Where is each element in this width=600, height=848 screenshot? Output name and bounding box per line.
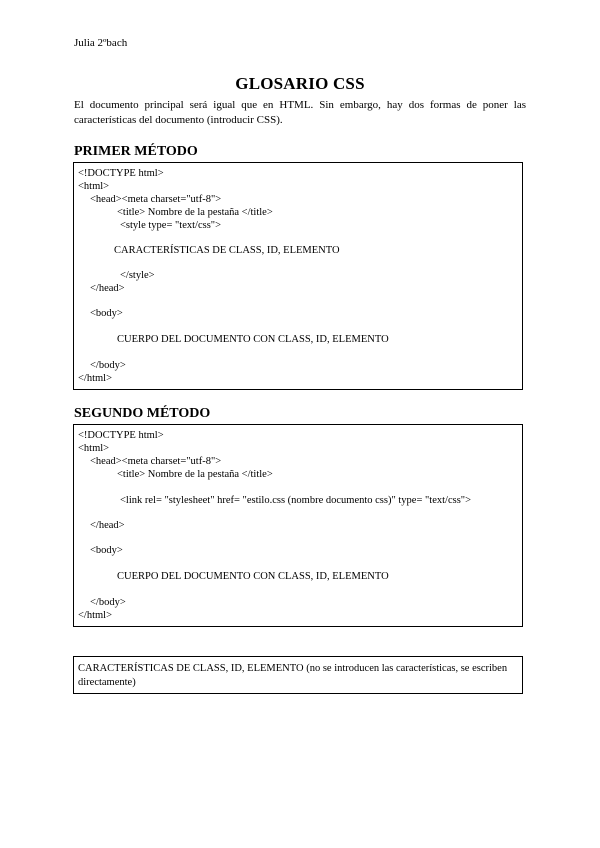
intro-paragraph: El documento principal será igual que en HTML. Sin embargo, hay dos formas de poner las características del documento (introducir CSS). [74, 99, 526, 126]
code-line: </style> [120, 270, 155, 281]
code-line: CARACTERÍSTICAS DE CLASS, ID, ELEMENTO [114, 245, 340, 256]
code-line: </body> [90, 597, 126, 608]
code-line: CUERPO DEL DOCUMENTO CON CLASS, ID, ELEMENTO [117, 334, 389, 345]
method2-code-box [73, 424, 523, 627]
method1-heading: PRIMER MÉTODO [74, 144, 198, 159]
code-line: <title> Nombre de la pestaña </title> [117, 469, 273, 480]
author-note: Julia 2ºbach [74, 37, 128, 49]
note-box [73, 656, 523, 694]
code-line: <title> Nombre de la pestaña </title> [117, 207, 273, 218]
code-line: </head> [90, 520, 125, 531]
code-line: <body> [90, 308, 123, 319]
code-line: <style type= "text/css"> [120, 220, 221, 231]
code-line: <head><meta charset="utf-8"> [90, 194, 222, 205]
page-title: GLOSARIO CSS [235, 74, 365, 93]
method2-heading: SEGUNDO MÉTODO [74, 406, 211, 421]
code-line: </head> [90, 283, 125, 294]
code-line: CUERPO DEL DOCUMENTO CON CLASS, ID, ELEMENTO [117, 571, 389, 582]
code-line: <head><meta charset="utf-8"> [90, 456, 222, 467]
code-line: </html> [78, 373, 113, 384]
code-line: </html> [78, 610, 113, 621]
code-line: <html> [78, 443, 110, 454]
note-label: CARACTERÍSTICAS DE CLASS, ID, ELEMENTO [78, 663, 304, 674]
code-line: </body> [90, 360, 126, 371]
code-line: <body> [90, 545, 123, 556]
code-line: <!DOCTYPE html> [78, 168, 164, 179]
method1-code-box [73, 162, 523, 390]
code-line: <html> [78, 181, 110, 192]
note-text: (no se introducen las características, se escriben directamente) [78, 663, 508, 688]
code-line: <!DOCTYPE html> [78, 430, 164, 441]
code-line: <link rel= "stylesheet" href= "estilo.css (nombre documento css)" type= "text/css"> [120, 495, 472, 506]
